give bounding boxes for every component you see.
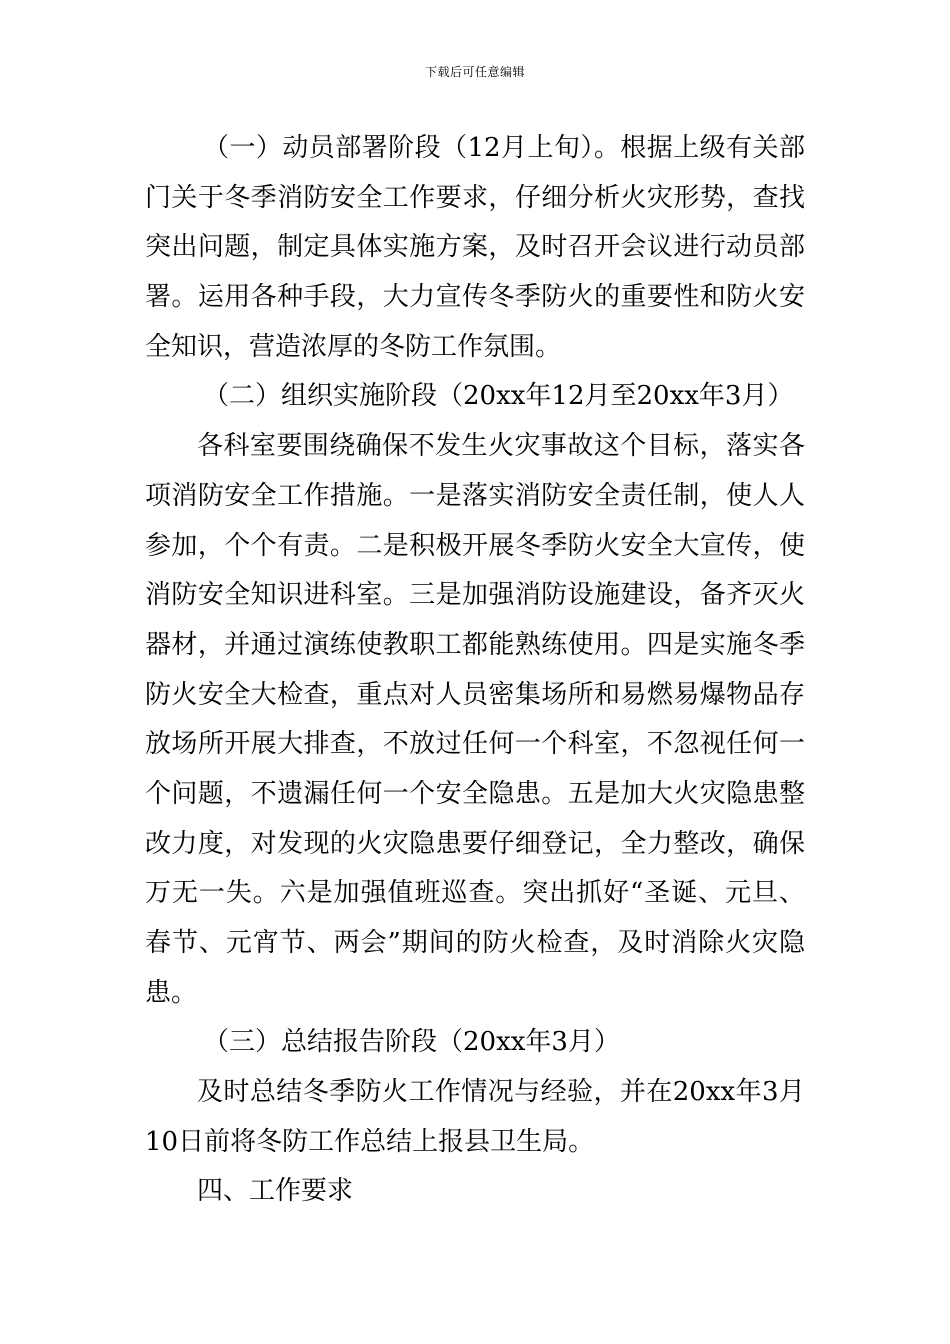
section-heading: （二）组织实施阶段（20xx年12月至20xx年3月） [203, 381, 794, 412]
text-line: 全知识，营造浓厚的冬防工作氛围。 [145, 331, 562, 362]
text-line: 春节、元宵节、两会”期间的防火检查，及时消除火灾隐 [145, 928, 805, 958]
text-line: 各科室要围绕确保不发生火灾事故这个目标，落实各 [197, 431, 805, 462]
section-heading: 四、工作要求 [197, 1176, 354, 1207]
text-line: （一）动员部署阶段（12月上旬）。根据上级有关部 [203, 133, 805, 163]
text-line: 署。运用各种手段，大力宣传冬季防火的重要性和防火安 [145, 282, 805, 313]
text-line: 消防安全知识进科室。三是加强消防设施建设，备齐灭火 [145, 580, 805, 611]
text-line: 万无一失。六是加强值班巡查。突出抓好“圣诞、元旦、 [145, 878, 805, 909]
text-line: 个问题，不遗漏任何一个安全隐患。五是加大火灾隐患整 [145, 778, 805, 809]
text-line: 患。 [145, 977, 198, 1008]
text-line: 项消防安全工作措施。一是落实消防安全责任制，使人人 [145, 480, 805, 511]
text-line: 防火安全大检查，重点对人员密集场所和易燃易爆物品存 [145, 679, 805, 710]
text-line: 门关于冬季消防安全工作要求，仔细分析火灾形势，查找 [145, 182, 805, 213]
text-line: 及时总结冬季防火工作情况与经验，并在20xx年3月 [197, 1077, 805, 1108]
text-line: 突出问题，制定具体实施方案，及时召开会议进行动员部 [145, 232, 805, 263]
text-line: 器材，并通过演练使教职工都能熟练使用。四是实施冬季 [145, 629, 805, 660]
section-heading: （三）总结报告阶段（20xx年3月） [203, 1027, 620, 1058]
document-body [145, 124, 805, 1217]
text-line: 改力度，对发现的火灾隐患要仔细登记，全力整改，确保 [145, 828, 805, 859]
header-note: 下载后可任意编辑 [424, 65, 525, 79]
text-line: 放场所开展大排查，不放过任何一个科室，不忽视任何一 [145, 729, 805, 760]
text-line: 参加，个个有责。二是积极开展冬季防火安全大宣传，使 [145, 530, 805, 561]
text-line: 10日前将冬防工作总结上报县卫生局。 [145, 1126, 595, 1157]
